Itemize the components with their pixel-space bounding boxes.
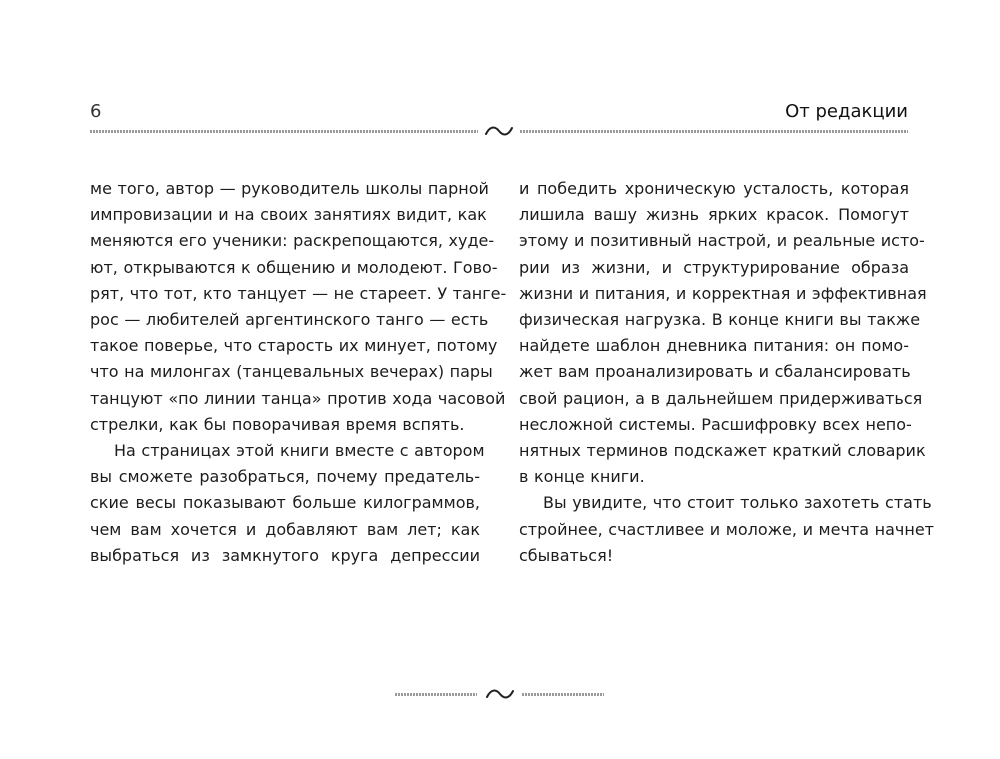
- text-line: чем вам хочется и добавляют вам лет; как: [90, 519, 480, 539]
- text-line: что на милонгах (танцевальных вечерах) пары: [90, 362, 493, 382]
- text-line: сбываться!: [519, 545, 614, 565]
- left-paragraph-2: [90, 438, 485, 569]
- tilde-ornament-icon: [484, 123, 514, 139]
- text-line: ме того, автор — руководитель школы парной: [90, 179, 489, 198]
- text-line: стройнее, счастливее и моложе, и мечта начнет: [519, 519, 934, 539]
- header-rule-right: [520, 130, 908, 133]
- section-title: От редакции: [785, 101, 908, 122]
- header-rule-left: [90, 130, 478, 133]
- text-line: жизни и питания, и корректная и эффективная: [519, 283, 927, 303]
- text-line: меняются его ученики: раскрепощаются, худе-: [90, 231, 495, 251]
- text-line: импровизации и на своих занятиях видит, как: [90, 205, 487, 225]
- text-line: найдете шаблон дневника питания: он помо-: [519, 336, 909, 356]
- text-line: и победить хроническую усталость, которая: [519, 179, 909, 198]
- text-line: ские весы показывают больше килограммов,: [90, 493, 480, 513]
- right-paragraph-2: [519, 490, 934, 569]
- text-line: этому и позитивный настрой, и реальные исто-: [519, 231, 925, 251]
- left-paragraph-1: [90, 176, 507, 438]
- text-line: жет вам проанализировать и сбалансировать: [519, 362, 911, 382]
- text-line: несложной системы. Расшифровку всех непо-: [519, 414, 912, 434]
- footer-rule-left: [395, 693, 477, 696]
- right-column: [519, 176, 934, 569]
- text-line: лишила вашу жизнь ярких красок. Помогут: [519, 205, 909, 225]
- text-line: такое поверье, что старость их минует, потому: [90, 336, 498, 356]
- left-column: [90, 176, 507, 569]
- text-line: Вы увидите, что стоит только захотеть стать: [543, 493, 932, 513]
- right-paragraph-1: [519, 176, 927, 490]
- text-line: рии из жизни, и структурирование образа: [519, 257, 909, 277]
- page-number: 6: [90, 101, 102, 122]
- tilde-ornament-icon: [485, 686, 515, 702]
- text-line: рос — любителей аргентинского танго — есть: [90, 310, 489, 330]
- footer-rule-right: [522, 693, 604, 696]
- text-line: свой рацион, а в дальнейшем придерживаться: [519, 388, 923, 408]
- text-line: в конце книги.: [519, 467, 645, 487]
- text-line: рят, что тот, кто танцует — не стареет. У танге-: [90, 283, 507, 303]
- text-line: стрелки, как бы поворачивая время вспять.: [90, 414, 465, 434]
- text-line: вы сможете разобраться, почему предатель-: [90, 467, 480, 487]
- text-line: физическая нагрузка. В конце книги вы также: [519, 310, 921, 330]
- text-line: танцуют «по линии танца» против хода часовой: [90, 388, 506, 408]
- text-line: нятных терминов подскажет краткий словарик: [519, 441, 926, 461]
- text-line: ют, открываются к общению и молодеют. Гово-: [90, 257, 498, 277]
- text-line: На страницах этой книги вместе с автором: [114, 441, 485, 461]
- text-line: выбраться из замкнутого круга депрессии: [90, 545, 480, 565]
